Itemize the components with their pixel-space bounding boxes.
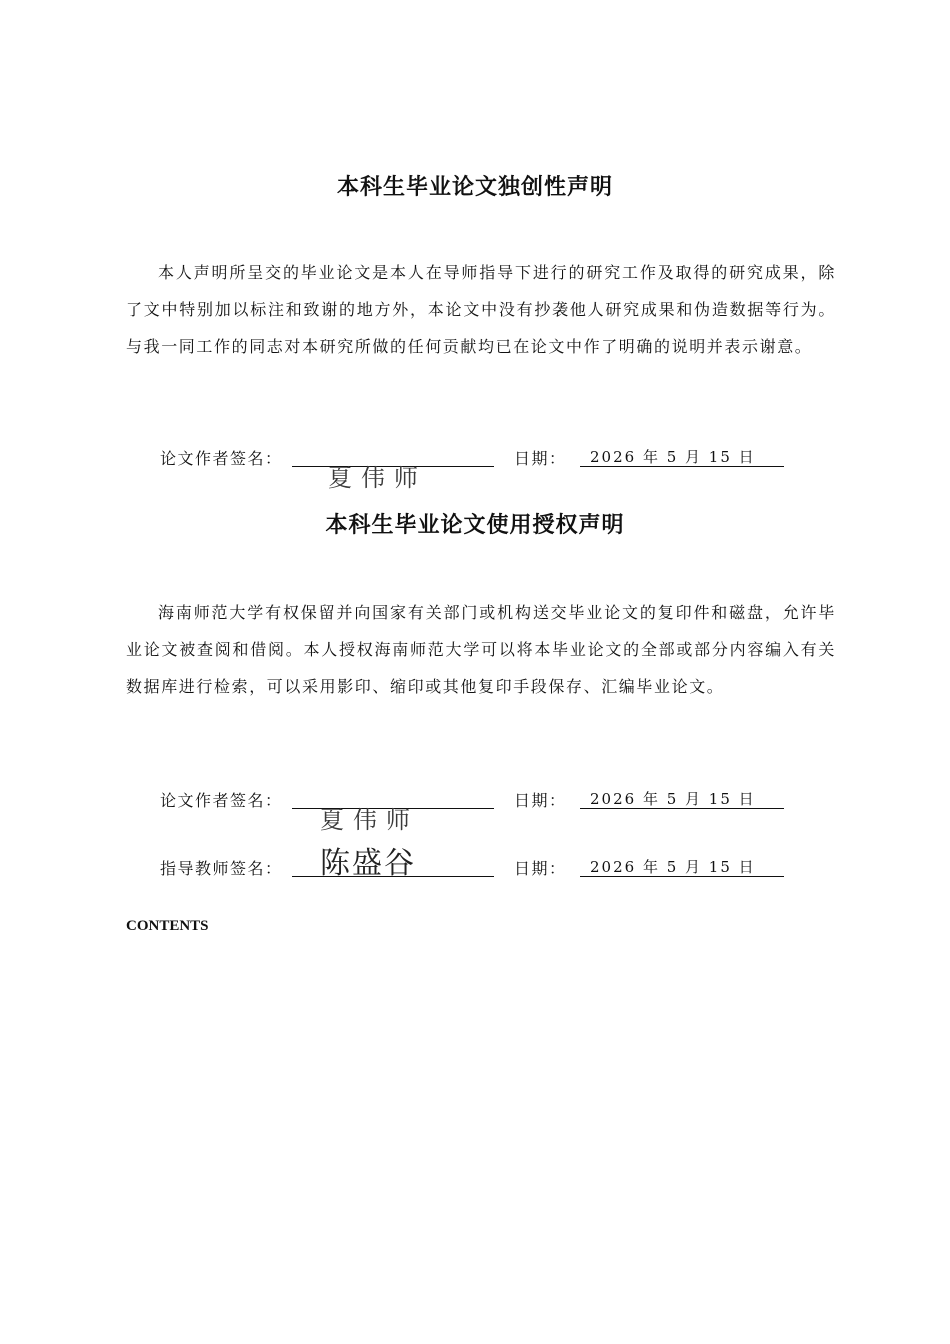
advisor-handwritten-signature: 陈盛谷 — [320, 846, 416, 881]
originality-declaration-title: 本科生毕业论文独创性声明 — [336, 175, 613, 200]
author-handwritten-signature: 夏伟师 — [328, 464, 427, 492]
date-value: 2026 年 5 月 15 日 — [580, 446, 784, 467]
authorization-author-signature-row — [160, 788, 820, 834]
authorization-declaration-body: 海南师范大学有权保留并向国家有关部门或机构送交毕业论文的复印件和磁盘，允许毕业论文被查阅和借阅。本人授权海南师范大学可以将本毕业论文的全部或部分内容编入有关数据库进行检索，可以采用影印、缩印或其他复印手段保存、汇编毕业论文。 — [126, 603, 836, 696]
advisor-signature-label: 指导教师签名： — [160, 859, 283, 878]
originality-declaration-body: 本人声明所呈交的毕业论文是本人在导师指导下进行的研究工作及取得的研究成果，除了文中特别加以标注和致谢的地方外，本论文中没有抄袭他人研究成果和伪造数据等行为。与我一同工作的同志对本研究所做的任何贡献均已在论文中作了明确的说明并表示谢意。 — [126, 263, 836, 356]
date-label: 日期： — [514, 449, 567, 468]
date-label: 日期： — [514, 859, 567, 878]
date-value: 2026 年 5 月 15 日 — [580, 788, 784, 809]
authorization-advisor-signature-row — [160, 846, 820, 886]
contents-heading: CONTENTS — [126, 918, 209, 934]
date-label: 日期： — [514, 791, 567, 810]
author-signature-label: 论文作者签名： — [160, 449, 283, 468]
author-signature-label: 论文作者签名： — [160, 791, 283, 810]
originality-author-signature-row — [160, 446, 820, 492]
author-handwritten-signature: 夏伟师 — [320, 806, 419, 834]
authorization-declaration-title: 本科生毕业论文使用授权声明 — [325, 513, 625, 538]
date-value: 2026 年 5 月 15 日 — [580, 856, 784, 877]
